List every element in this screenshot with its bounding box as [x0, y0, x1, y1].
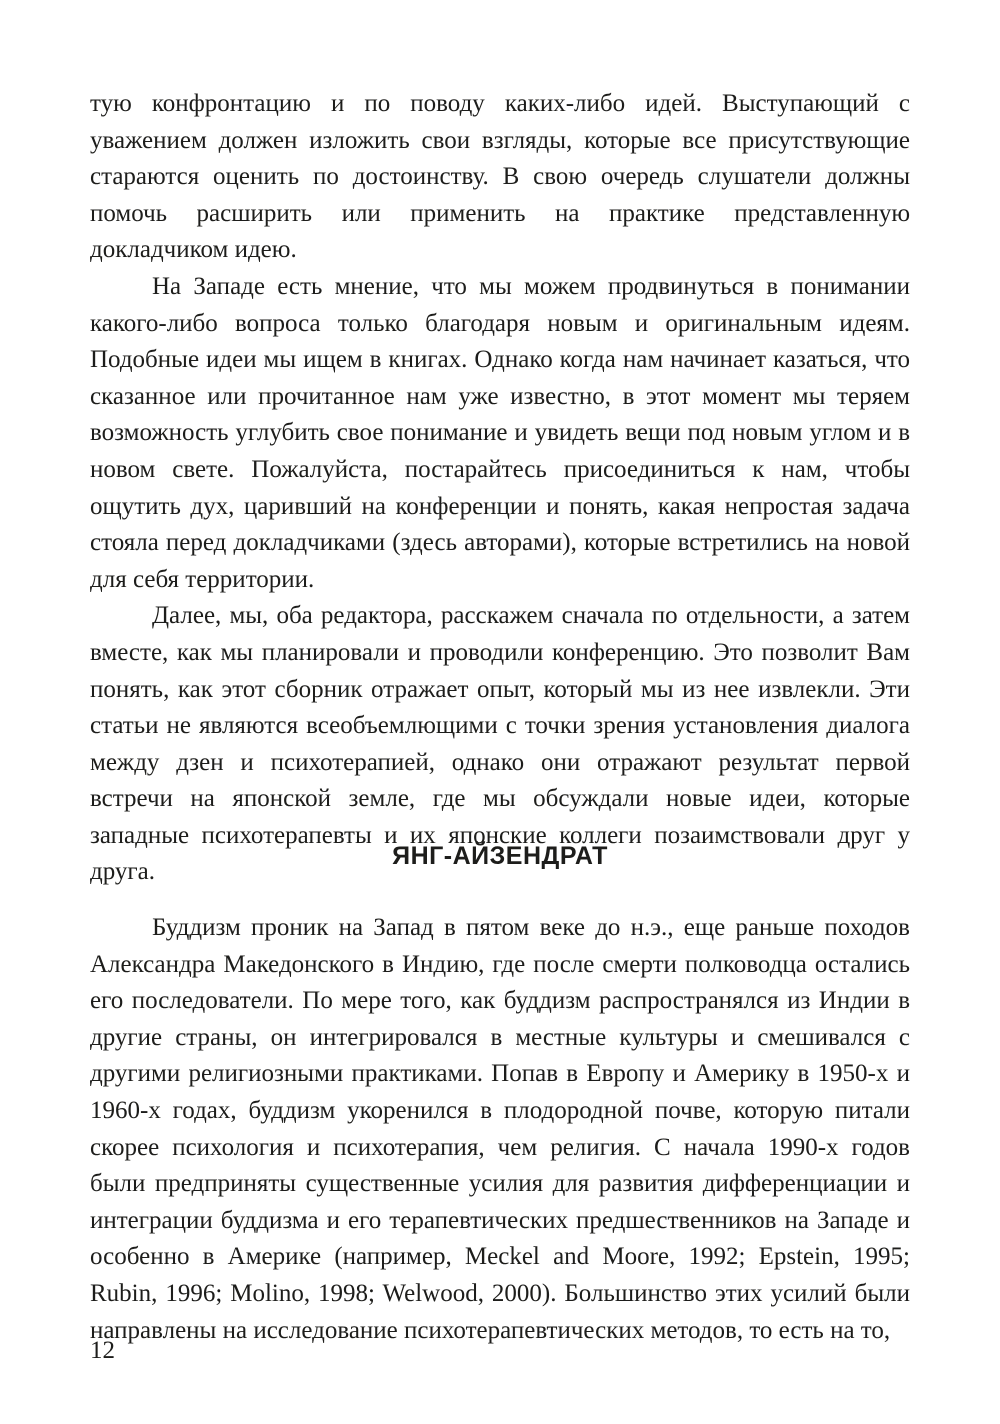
page-number: 12 — [90, 1337, 115, 1364]
paragraph: Буддизм проник на Запад в пятом веке до н.э., еще раньше походов Александра Македонского в Индию, где после смерти полководца остались его последователи. По мере того, как буддизм распространялся из Индии в другие страны, он интегрировался в местные культуры и смешивался с другими религиозными практиками. Попав в Европу и Америку в 1950-х и 1960-х годах, буддизм укоренился в плодородной почве, которую питали скорее психология и психотерапия, чем религия. С начала 1990-х годов были предприняты существенные усилия для развития дифференциации и интеграции буддизма и его терапевтических предшественников на Западе и особенно в Америке (например, Meckel and Moore, 1992; Epstein, 1995; Rubin, 1996; Molino, 1998; Welwood, 2000). Большинство этих усилий были направлены на исследование психотерапевтических методов, то есть на то, — [90, 914, 910, 1344]
paragraph-continued: тую конфронтацию и по поводу каких-либо идей. Выступающий с уважением должен изложить свои взгляды, которые все присутствующие стараются оценить по достоинству. В свою очередь слушатели должны помочь расширить или применить на практике представленную докладчиком идею. — [90, 90, 910, 264]
body-text-top — [90, 86, 910, 891]
paragraph: На Западе есть мнение, что мы можем продвинуться в понимании какого-либо вопроса только благодаря новым и оригинальным идеям. Подобные идеи мы ищем в книгах. Однако когда нам начинает казаться, что сказанное или прочитанное нам уже известно, в этот момент мы теряем возможность углубить свое понимание и увидеть вещи под новым углом и в новом свете. Пожалуйста, постарайтесь присоединиться к нам, чтобы ощутить дух, царивший на конференции и понять, какая непростая задача стояла перед докладчиками (здесь авторами), которые встретились на новой для себя территории. — [90, 272, 910, 593]
body-text-bottom — [90, 910, 910, 1349]
section-heading: ЯНГ-АЙЗЕНДРАТ — [392, 842, 608, 870]
paragraph: Далее, мы, оба редактора, расскажем сначала по отдельности, а затем вместе, как мы планировали и проводили конференцию. Это позволит Вам понять, как этот сборник отражает опыт, который мы из нее извлекли. Эти статьи не являются всеобъемлющими с точки зрения установления диалога между дзен и психотерапией, однако они отражают результат первой встречи на японской земле, где мы обсуждали новые идеи, которые западные психотерапевты и их японские коллеги позаимствовали друг у друга. — [90, 602, 910, 886]
